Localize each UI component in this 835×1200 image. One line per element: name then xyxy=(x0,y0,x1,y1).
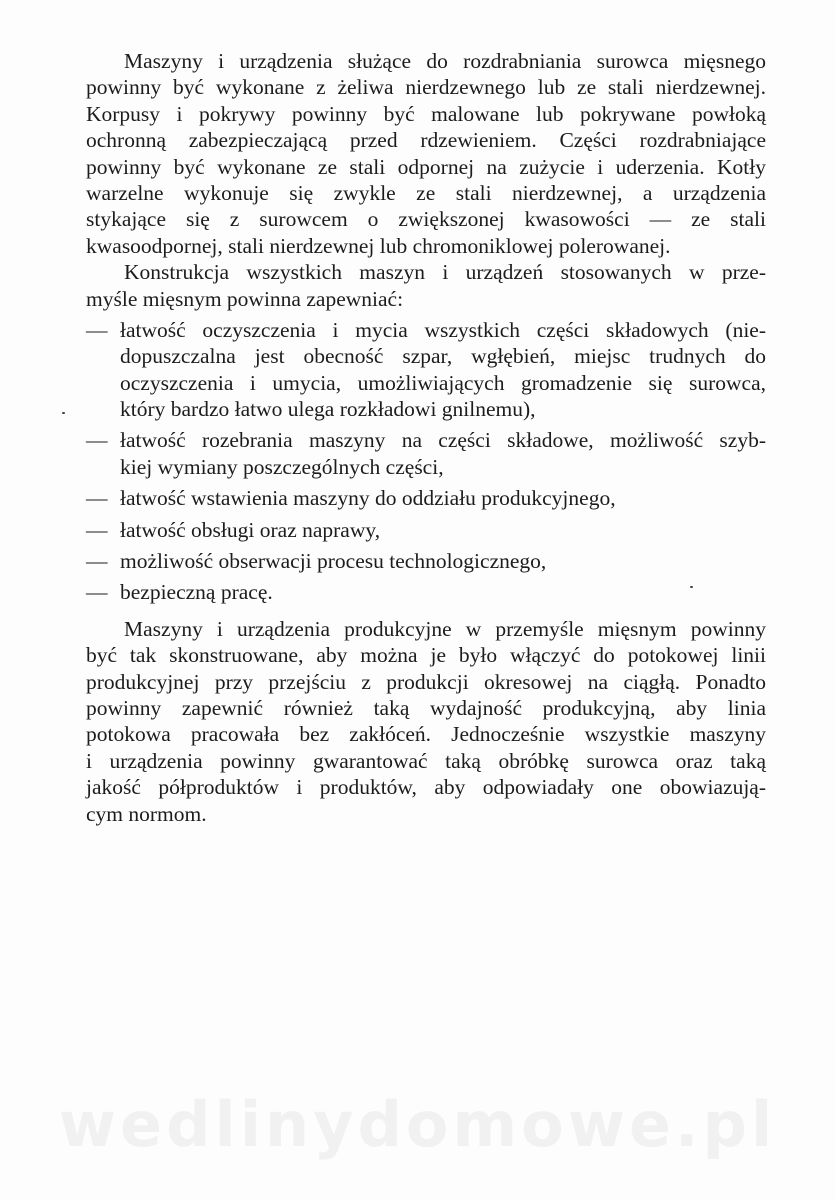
list-item xyxy=(86,517,766,543)
text-line: myśle mięsnym powinna zapewniać: xyxy=(86,286,404,311)
document-body xyxy=(86,48,766,827)
requirements-list xyxy=(86,317,766,606)
list-item-text: łatwość obsługi oraz naprawy, xyxy=(120,517,381,542)
text-line: Maszyny i urządzenia służące do rozdrabniania surowca mięsnego xyxy=(124,49,766,73)
text-line: Konstrukcja wszystkich maszyn i urządzeń stosowanych w prze- xyxy=(124,260,766,285)
paragraph-construction xyxy=(86,259,766,312)
list-dash: — xyxy=(86,580,108,605)
scan-speck xyxy=(690,586,693,588)
text-line: kwasoodpornej, stali nierdzewnej lub chromoniklowej polerowanej. xyxy=(86,233,671,258)
list-item-text: który bardzo łatwo ulega rozkładowi gnilnemu), xyxy=(120,397,536,422)
list-item-text: łatwość wstawienia maszyny do oddziału produkcyjnego, xyxy=(120,486,616,511)
list-dash: — xyxy=(86,549,108,574)
list-item-text: oczyszczenia i umycia, umożliwiających gromadzenie się surowca, xyxy=(120,370,766,395)
list-item-text: kiej wymiany poszczególnych części, xyxy=(120,454,444,479)
list-item xyxy=(86,579,766,605)
text-line: powinny zapewnić również taką wydajność produkcyjną, aby linia xyxy=(86,695,766,720)
scan-speck xyxy=(62,412,65,414)
list-dash: — xyxy=(86,517,108,542)
paragraph-materials xyxy=(86,48,766,259)
list-item-text: bezpieczną pracę. xyxy=(120,580,273,605)
text-line: potokowa pracowała bez zakłóceń. Jednocześnie wszystkie maszyny xyxy=(86,722,766,747)
list-item xyxy=(86,427,766,480)
list-item-text: możliwość obserwacji procesu technologicznego, xyxy=(120,549,547,574)
text-line: jakość półproduktów i produktów, aby odpowiadały one obowiazują- xyxy=(86,775,766,800)
text-line: cym normom. xyxy=(86,801,207,826)
list-dash: — xyxy=(86,486,108,511)
text-line: ochronną zabezpieczającą przed rdzewieniem. Części rozdrabniające xyxy=(86,128,766,153)
text-line: produkcyjnej przy przejściu z produkcji okresowej na ciągłą. Ponadto xyxy=(86,669,766,694)
list-item-text: łatwość oczyszczenia i mycia wszystkich części składowych (nie- xyxy=(120,317,766,342)
list-item xyxy=(86,317,766,423)
text-line: i urządzenia powinny gwarantować taką obróbkę surowca oraz taką xyxy=(86,748,766,773)
text-line: warzelne wykonuje się zwykle ze stali nierdzewnej, a urządzenia xyxy=(86,180,766,205)
text-line: powinny być wykonane z żeliwa nierdzewnego lub ze stali nierdzewnej. xyxy=(86,75,766,100)
text-line: stykające się z surowcem o zwiększonej kwasowości — ze stali xyxy=(86,207,766,232)
paragraph-production-lines xyxy=(86,616,766,827)
text-line: Korpusy i pokrywy powinny być malowane lub pokrywane powłoką xyxy=(86,101,766,126)
list-dash: — xyxy=(86,317,108,342)
text-line: Maszyny i urządzenia produkcyjne w przemyśle mięsnym powinny xyxy=(124,616,766,641)
list-item xyxy=(86,548,766,574)
list-item-text: łatwość rozebrania maszyny na części składowe, możliwość szyb- xyxy=(120,428,766,453)
list-item xyxy=(86,485,766,511)
list-dash: — xyxy=(86,428,108,453)
watermark-text: wedlinydomowe.pl xyxy=(58,1088,777,1161)
list-item-text: dopuszczalna jest obecność szpar, wgłębień, miejsc trudnych do xyxy=(120,344,766,369)
text-line: powinny być wykonane ze stali odpornej na zużycie i uderzenia. Kotły xyxy=(86,154,766,179)
text-line: być tak skonstruowane, aby można je było włączyć do potokowej linii xyxy=(86,643,766,668)
